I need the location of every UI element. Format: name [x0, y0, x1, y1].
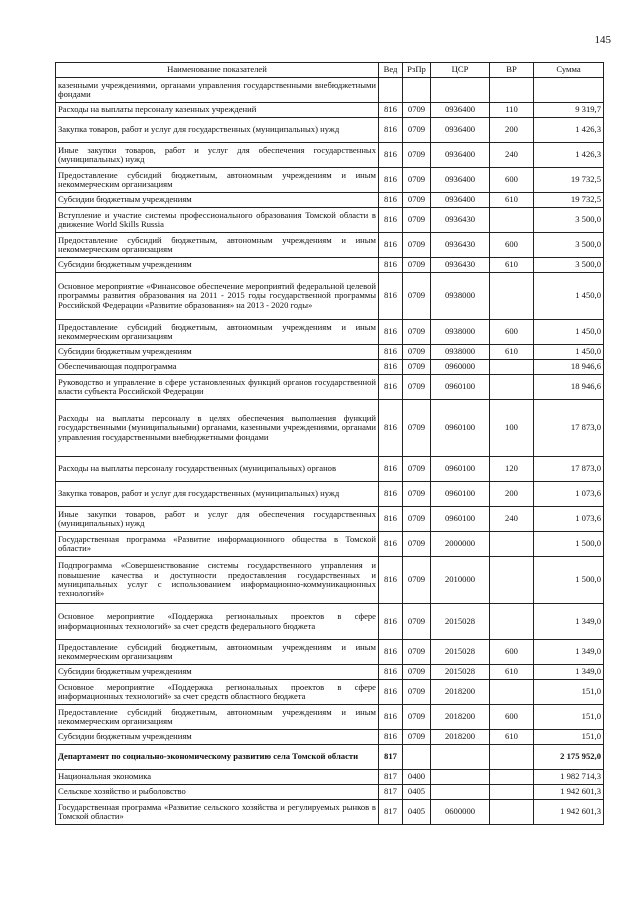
row-name: Закупка товаров, работ и услуг для государственных (муниципальных) нужд [56, 482, 379, 507]
row-rzpr: 0709 [403, 320, 431, 345]
row-sum: 1 942 601,3 [534, 785, 604, 800]
row-name: Государственная программа «Развитие сельского хозяйства и регулируемых рынков в Томской области» [56, 800, 379, 825]
row-sum: 1 982 714,3 [534, 770, 604, 785]
row-vr: 600 [490, 640, 534, 665]
row-name: Расходы на выплаты персоналу государственных (муниципальных) органов [56, 457, 379, 482]
row-csr: 0936430 [431, 233, 490, 258]
row-rzpr: 0709 [403, 103, 431, 118]
row-sum: 17 873,0 [534, 457, 604, 482]
row-name: Субсидии бюджетным учреждениям [56, 665, 379, 680]
row-csr: 2018200 [431, 680, 490, 705]
row-sum: 151,0 [534, 680, 604, 705]
table-row [56, 208, 604, 233]
row-name: Подпрограмма «Совершенствование системы государственного управления и повышение качества и доступности предоставления государственных и муниципальных услуг с использованием информационно-коммуникационных технологий» [56, 557, 379, 604]
row-csr: 2015028 [431, 640, 490, 665]
table-row [56, 730, 604, 745]
table-row [56, 785, 604, 800]
row-sum: 3 500,0 [534, 208, 604, 233]
row-vr [490, 208, 534, 233]
row-vr [490, 273, 534, 320]
row-ved: 816 [379, 730, 403, 745]
row-sum: 1 349,0 [534, 665, 604, 680]
table-row [56, 640, 604, 665]
row-ved: 816 [379, 345, 403, 360]
row-vr: 610 [490, 665, 534, 680]
row-vr [490, 532, 534, 557]
table-row [56, 800, 604, 825]
table-row [56, 78, 604, 103]
row-ved: 816 [379, 103, 403, 118]
row-csr [431, 745, 490, 770]
row-name: Иные закупки товаров, работ и услуг для обеспечения государственных (муниципальных) нужд [56, 507, 379, 532]
row-rzpr: 0709 [403, 233, 431, 258]
row-sum: 1 450,0 [534, 345, 604, 360]
row-vr: 600 [490, 705, 534, 730]
row-vr: 610 [490, 193, 534, 208]
row-rzpr: 0709 [403, 375, 431, 400]
row-vr: 120 [490, 457, 534, 482]
row-vr: 600 [490, 320, 534, 345]
row-sum: 151,0 [534, 730, 604, 745]
row-ved: 816 [379, 168, 403, 193]
row-ved: 816 [379, 375, 403, 400]
header-sum: Сумма [534, 63, 604, 78]
table-row [56, 400, 604, 457]
row-csr: 0936430 [431, 208, 490, 233]
table-row [56, 770, 604, 785]
table-row [56, 143, 604, 168]
row-rzpr: 0709 [403, 143, 431, 168]
header-vr: ВР [490, 63, 534, 78]
row-rzpr: 0405 [403, 785, 431, 800]
row-csr: 2015028 [431, 665, 490, 680]
table-row [56, 532, 604, 557]
row-vr: 600 [490, 168, 534, 193]
row-ved: 816 [379, 457, 403, 482]
row-rzpr: 0709 [403, 507, 431, 532]
row-name: Вступление и участие системы профессионального образования Томской области в движение World Skills Russia [56, 208, 379, 233]
row-name: Государственная программа «Развитие информационного общества в Томской области» [56, 532, 379, 557]
table-row [56, 345, 604, 360]
row-sum: 2 175 952,0 [534, 745, 604, 770]
row-ved: 816 [379, 258, 403, 273]
row-name: Иные закупки товаров, работ и услуг для обеспечения государственных (муниципальных) нужд [56, 143, 379, 168]
row-ved: 816 [379, 557, 403, 604]
row-name: Субсидии бюджетным учреждениям [56, 193, 379, 208]
row-ved: 817 [379, 770, 403, 785]
row-rzpr: 0405 [403, 800, 431, 825]
row-sum: 19 732,5 [534, 168, 604, 193]
row-rzpr: 0709 [403, 400, 431, 457]
row-csr: 0960000 [431, 360, 490, 375]
row-sum: 1 426,3 [534, 143, 604, 168]
table-row [56, 705, 604, 730]
row-vr: 600 [490, 233, 534, 258]
row-vr: 100 [490, 400, 534, 457]
row-name: Субсидии бюджетным учреждениям [56, 730, 379, 745]
row-ved: 816 [379, 208, 403, 233]
row-csr: 0960100 [431, 507, 490, 532]
header-csr: ЦСР [431, 63, 490, 78]
row-name: Субсидии бюджетным учреждениям [56, 258, 379, 273]
row-csr: 2010000 [431, 557, 490, 604]
row-rzpr: 0709 [403, 665, 431, 680]
row-sum: 19 732,5 [534, 193, 604, 208]
row-vr [490, 604, 534, 640]
row-sum: 1 073,6 [534, 482, 604, 507]
row-vr: 200 [490, 482, 534, 507]
row-vr: 610 [490, 730, 534, 745]
row-name: Обеспечивающая подпрограмма [56, 360, 379, 375]
row-name: Предоставление субсидий бюджетным, автономным учреждениям и иным некоммерческим организациям [56, 705, 379, 730]
row-vr: 110 [490, 103, 534, 118]
row-sum: 1 450,0 [534, 320, 604, 345]
row-rzpr: 0709 [403, 193, 431, 208]
page-number: 145 [594, 34, 611, 46]
table-row [56, 457, 604, 482]
row-vr [490, 770, 534, 785]
row-csr: 0936400 [431, 118, 490, 143]
row-csr: 0960100 [431, 400, 490, 457]
row-vr [490, 785, 534, 800]
row-name: Основное мероприятие «Финансовое обеспечение мероприятий федеральной целевой программы развития образования на 2011 - 2015 годы государственной программы Российской Федерации «Развитие образования» на 2013 - 2020 годы» [56, 273, 379, 320]
row-rzpr: 0709 [403, 273, 431, 320]
row-name: Предоставление субсидий бюджетным, автономным учреждениям и иным некоммерческим организациям [56, 320, 379, 345]
row-vr [490, 78, 534, 103]
row-ved: 816 [379, 118, 403, 143]
row-ved: 816 [379, 705, 403, 730]
row-name: Сельское хозяйство и рыболовство [56, 785, 379, 800]
row-sum [534, 78, 604, 103]
row-csr [431, 770, 490, 785]
row-vr [490, 680, 534, 705]
row-sum: 3 500,0 [534, 233, 604, 258]
row-name: Предоставление субсидий бюджетным, автономным учреждениям и иным некоммерческим организациям [56, 640, 379, 665]
row-rzpr: 0709 [403, 532, 431, 557]
row-rzpr: 0709 [403, 705, 431, 730]
row-rzpr: 0400 [403, 770, 431, 785]
row-ved: 816 [379, 273, 403, 320]
row-sum: 1 942 601,3 [534, 800, 604, 825]
row-csr: 0936400 [431, 193, 490, 208]
row-csr: 0960100 [431, 482, 490, 507]
row-ved: 816 [379, 400, 403, 457]
row-ved: 816 [379, 665, 403, 680]
row-name: казенными учреждениями, органами управления государственными внебюджетными фондами [56, 78, 379, 103]
row-ved: 816 [379, 680, 403, 705]
row-ved: 817 [379, 800, 403, 825]
row-name: Основное мероприятие «Поддержка региональных проектов в сфере информационных технологий» за счет средств федерального бюджета [56, 604, 379, 640]
table-row [56, 273, 604, 320]
row-ved: 816 [379, 233, 403, 258]
row-ved: 816 [379, 640, 403, 665]
row-rzpr [403, 78, 431, 103]
row-csr: 0960100 [431, 457, 490, 482]
row-vr: 200 [490, 118, 534, 143]
row-rzpr: 0709 [403, 457, 431, 482]
table-row [56, 193, 604, 208]
row-ved: 816 [379, 604, 403, 640]
row-sum: 9 319,7 [534, 103, 604, 118]
row-sum: 18 946,6 [534, 360, 604, 375]
row-name: Расходы на выплаты персоналу казенных учреждений [56, 103, 379, 118]
row-vr [490, 360, 534, 375]
row-name: Закупка товаров, работ и услуг для государственных (муниципальных) нужд [56, 118, 379, 143]
table-row [56, 680, 604, 705]
row-csr: 0936400 [431, 143, 490, 168]
row-csr: 0936430 [431, 258, 490, 273]
budget-table [55, 62, 604, 825]
row-csr: 2018200 [431, 705, 490, 730]
row-vr: 610 [490, 345, 534, 360]
row-name: Предоставление субсидий бюджетным, автономным учреждениям и иным некоммерческим организациям [56, 168, 379, 193]
header-name: Наименование показателей [56, 63, 379, 78]
row-name: Департамент по социально-экономическому развитию села Томской области [56, 745, 379, 770]
row-sum: 1 426,3 [534, 118, 604, 143]
row-sum: 3 500,0 [534, 258, 604, 273]
row-csr: 0936400 [431, 168, 490, 193]
row-name: Субсидии бюджетным учреждениям [56, 345, 379, 360]
table-row [56, 604, 604, 640]
row-ved: 816 [379, 532, 403, 557]
row-rzpr: 0709 [403, 118, 431, 143]
row-ved: 816 [379, 193, 403, 208]
header-rzpr: РзПр [403, 63, 431, 78]
table-row [56, 258, 604, 273]
row-rzpr: 0709 [403, 557, 431, 604]
row-vr [490, 375, 534, 400]
table-row [56, 233, 604, 258]
row-ved: 817 [379, 745, 403, 770]
row-csr: 0938000 [431, 320, 490, 345]
row-csr [431, 785, 490, 800]
row-sum: 1 073,6 [534, 507, 604, 532]
row-csr: 2015028 [431, 604, 490, 640]
row-csr: 2018200 [431, 730, 490, 745]
row-ved: 816 [379, 482, 403, 507]
row-sum: 151,0 [534, 705, 604, 730]
row-sum: 1 349,0 [534, 640, 604, 665]
table-row [56, 665, 604, 680]
row-rzpr: 0709 [403, 168, 431, 193]
row-csr: 0936400 [431, 103, 490, 118]
row-rzpr: 0709 [403, 360, 431, 375]
row-name: Руководство и управление в сфере установленных функций органов государственной власти субъекта Российской Федерации [56, 375, 379, 400]
table-row [56, 557, 604, 604]
table-body [56, 78, 604, 825]
row-sum: 1 500,0 [534, 557, 604, 604]
row-rzpr: 0709 [403, 680, 431, 705]
row-ved: 817 [379, 785, 403, 800]
row-vr: 610 [490, 258, 534, 273]
table-row [56, 118, 604, 143]
row-sum: 1 500,0 [534, 532, 604, 557]
row-rzpr: 0709 [403, 604, 431, 640]
row-name: Национальная экономика [56, 770, 379, 785]
table-row [56, 320, 604, 345]
table-row [56, 745, 604, 770]
table-header-row [56, 63, 604, 78]
row-rzpr: 0709 [403, 730, 431, 745]
row-vr: 240 [490, 143, 534, 168]
row-ved [379, 78, 403, 103]
row-sum: 18 946,6 [534, 375, 604, 400]
row-vr: 240 [490, 507, 534, 532]
row-rzpr: 0709 [403, 345, 431, 360]
row-rzpr: 0709 [403, 482, 431, 507]
row-rzpr: 0709 [403, 208, 431, 233]
row-sum: 17 873,0 [534, 400, 604, 457]
row-vr [490, 745, 534, 770]
row-rzpr: 0709 [403, 258, 431, 273]
row-ved: 816 [379, 360, 403, 375]
row-csr: 0960100 [431, 375, 490, 400]
table-row [56, 482, 604, 507]
row-sum: 1 349,0 [534, 604, 604, 640]
row-name: Расходы на выплаты персоналу в целях обеспечения выполнения функций государственными (муниципальными) органами, казенными учреждениями, органами управления государственными внебюджетными фондами [56, 400, 379, 457]
row-ved: 816 [379, 507, 403, 532]
table-row [56, 360, 604, 375]
row-csr: 0600000 [431, 800, 490, 825]
row-csr: 0938000 [431, 345, 490, 360]
row-vr [490, 800, 534, 825]
row-ved: 816 [379, 320, 403, 345]
row-csr: 2000000 [431, 532, 490, 557]
header-ved: Вед [379, 63, 403, 78]
row-ved: 816 [379, 143, 403, 168]
row-sum: 1 450,0 [534, 273, 604, 320]
row-vr [490, 557, 534, 604]
row-rzpr [403, 745, 431, 770]
row-csr [431, 78, 490, 103]
row-csr: 0938000 [431, 273, 490, 320]
table-row [56, 103, 604, 118]
row-rzpr: 0709 [403, 640, 431, 665]
table-row [56, 507, 604, 532]
row-name: Основное мероприятие «Поддержка региональных проектов в сфере информационных технологий» за счет средств областного бюджета [56, 680, 379, 705]
row-name: Предоставление субсидий бюджетным, автономным учреждениям и иным некоммерческим организациям [56, 233, 379, 258]
table-row [56, 375, 604, 400]
table-row [56, 168, 604, 193]
